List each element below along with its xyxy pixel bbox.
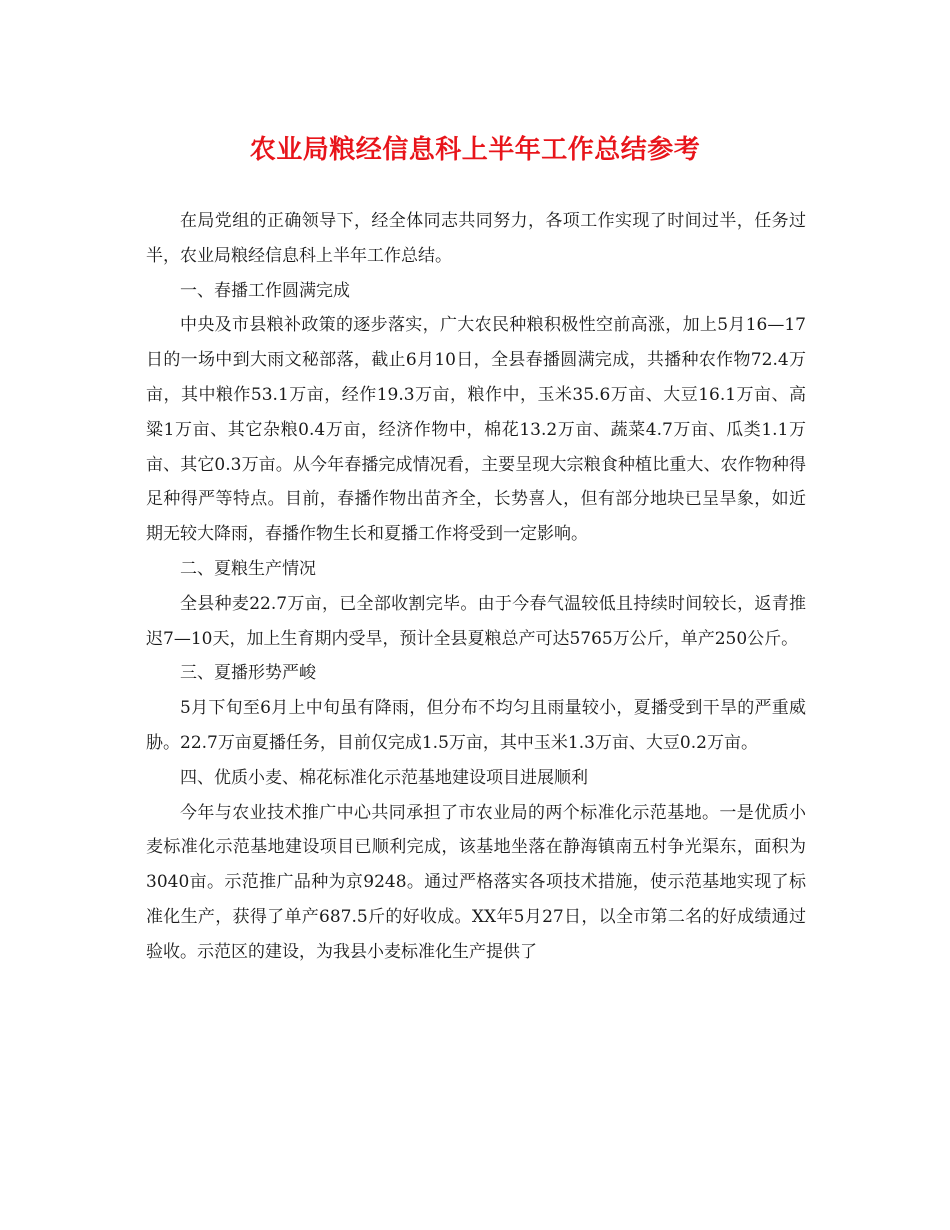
document-body — [146, 204, 806, 970]
paragraph-summer-grain: 全县种麦22.7万亩，已全部收割完毕。由于今春气温较低且持续时间较长，返青推迟7—10天，加上生育期内受旱，预计全县夏粮总产可达5765万公斤，单产250公斤。 — [146, 593, 806, 649]
section-heading-summer-grain: 二、夏粮生产情况 — [180, 558, 316, 579]
paragraph-demonstration-base: 今年与农业技术推广中心共同承担了市农业局的两个标准化示范基地。一是优质小麦标准化示范基地建设项目已顺利完成，该基地坐落在静海镇南五村争光渠东，面积为3040亩。示范推广品种为京9248。通过严格落实各项技术措施，使示范基地实现了标准化生产，获得了单产687.5斤的好收成。XX年5月27日，以全市第二名的好成绩通过验收。示范区的建设，为我县小麦标准化生产提供了 — [146, 802, 806, 962]
section-heading-spring-sowing: 一、春播工作圆满完成 — [180, 280, 350, 301]
document-title: 农业局粮经信息科上半年工作总结参考 — [249, 135, 701, 165]
paragraph-summer-sowing: 5月下旬至6月上中旬虽有降雨，但分布不均匀且雨量较小，夏播受到干旱的严重威胁。22.7万亩夏播任务，目前仅完成1.5万亩，其中玉米1.3万亩、大豆0.2万亩。 — [146, 698, 806, 753]
paragraph-intro: 在局党组的正确领导下，经全体同志共同努力，各项工作实现了时间过半，任务过半，农业局粮经信息科上半年工作总结。 — [146, 211, 806, 266]
section-heading-summer-sowing: 三、夏播形势严峻 — [180, 663, 316, 684]
section-heading-demonstration-base: 四、优质小麦、棉花标准化示范基地建设项目进展顺利 — [180, 767, 588, 788]
paragraph-spring-sowing: 中央及市县粮补政策的逐步落实，广大农民种粮积极性空前高涨，加上5月16—17日的一场中到大雨文秘部落，截止6月10日，全县春播圆满完成，共播种农作物72.4万亩，其中粮作53.1万亩，经作19.3万亩，粮作中，玉米35.6万亩、大豆16.1万亩、高粱1万亩、其它杂粮0.4万亩，经济作物中，棉花13.2万亩、蔬菜4.7万亩、瓜类1.1万亩、其它0.3万亩。从今年春播完成情况看，主要呈现大宗粮食种植比重大、农作物种得足种得严等特点。目前，春播作物出苗齐全，长势喜人，但有部分地块已呈旱象，如近期无较大降雨，春播作物生长和夏播工作将受到一定影响。 — [146, 315, 806, 545]
